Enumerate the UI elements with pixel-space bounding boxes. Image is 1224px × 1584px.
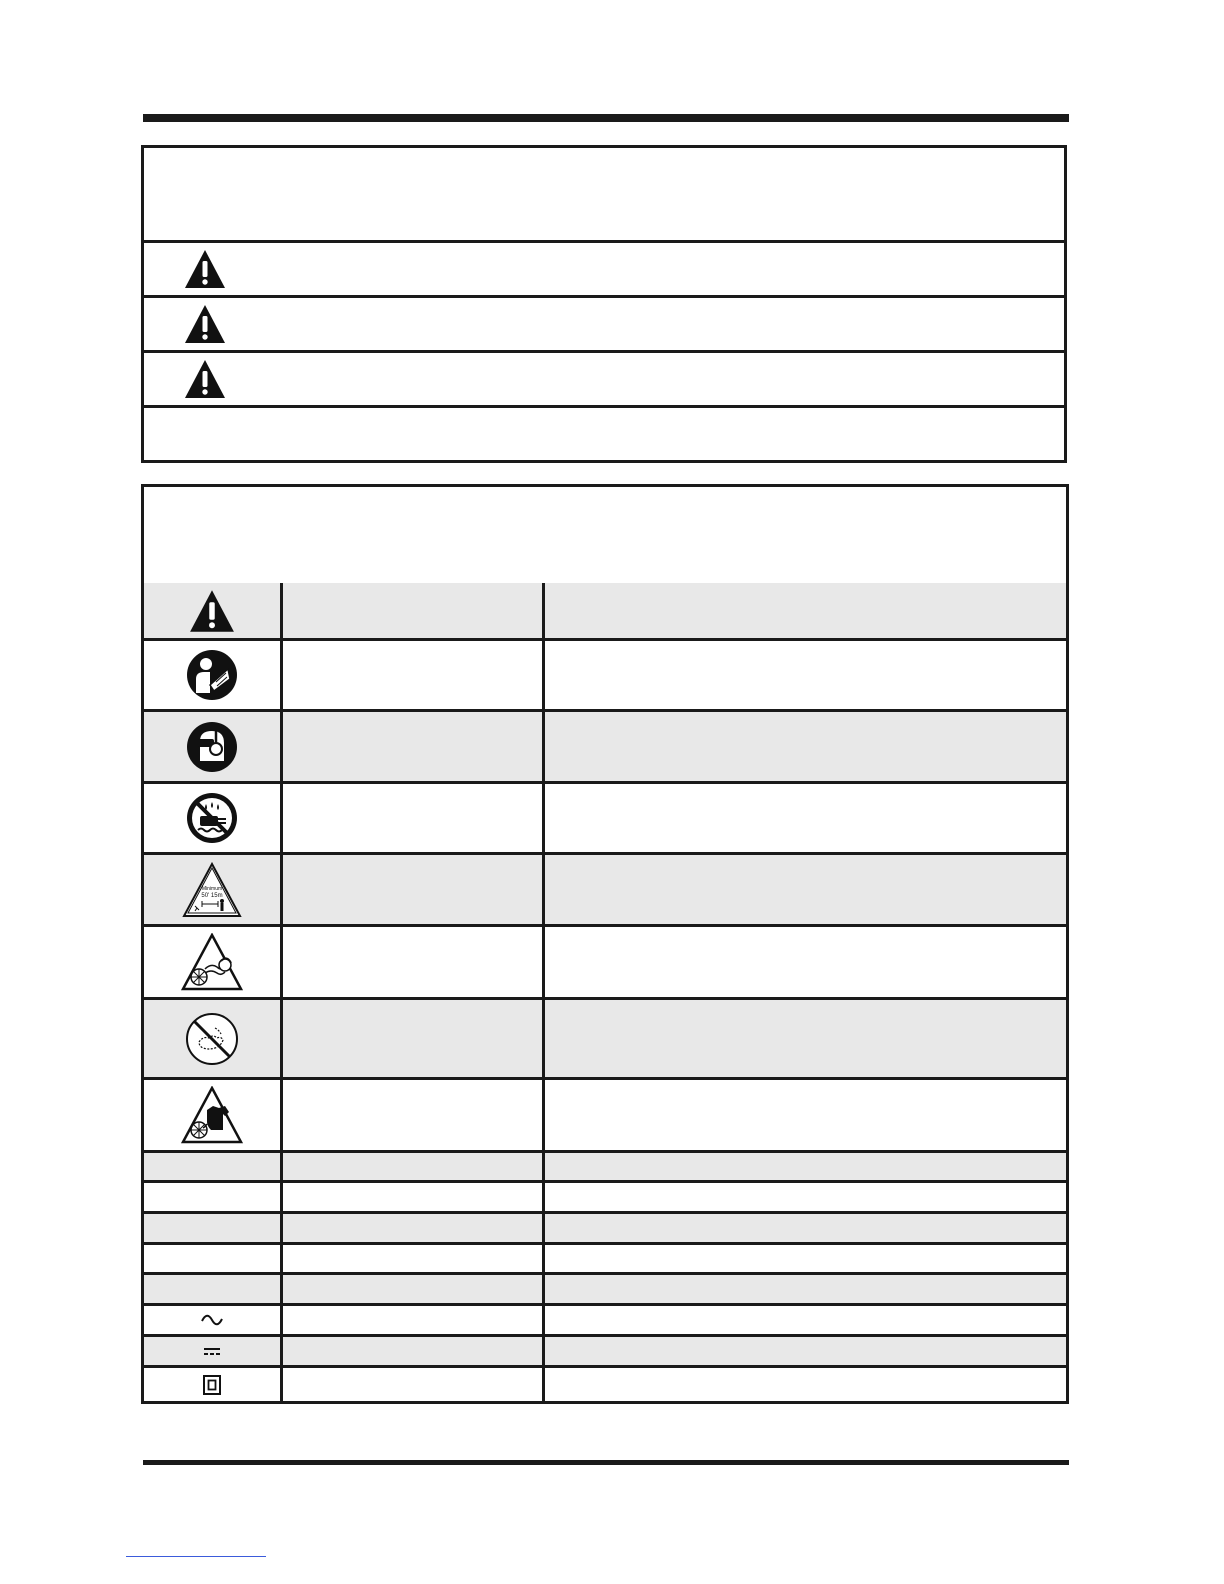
distance-value: 50' 15m: [201, 892, 223, 899]
signal-row-1: [144, 243, 1064, 298]
symbols-table-intro: [144, 487, 1066, 586]
signal-row-2: [144, 298, 1064, 353]
footer-link-underline[interactable]: [126, 1556, 266, 1557]
bottom-rule: [143, 1460, 1069, 1465]
table-row: [144, 1245, 1066, 1275]
symbols-table: [141, 484, 1069, 1404]
class-ii-construction-icon: [203, 1375, 221, 1395]
table-row: [144, 1214, 1066, 1245]
table-row: [144, 641, 1066, 712]
keep-bystanders-away-icon: [182, 862, 242, 918]
warning-triangle-icon: [184, 304, 226, 344]
signal-words-intro: [144, 148, 1064, 243]
table-row: [144, 1183, 1066, 1214]
top-rule: [143, 114, 1069, 122]
table-row: [144, 1306, 1066, 1337]
distance-label: Minimum: [201, 885, 223, 892]
no-hands-icon: [185, 1012, 239, 1066]
table-row: [144, 1153, 1066, 1183]
clothing-entanglement-icon: [181, 1086, 243, 1144]
signal-words-footer: [144, 402, 1064, 460]
warning-triangle-icon: [184, 249, 226, 289]
table-row: [144, 1000, 1066, 1080]
eye-ear-protection-icon: [186, 721, 238, 773]
table-row: [144, 927, 1066, 1000]
hair-entanglement-icon: [181, 933, 243, 991]
alternating-current-icon: [200, 1313, 224, 1327]
table-row: [144, 1368, 1066, 1401]
table-row: [144, 712, 1066, 784]
table-row: [144, 784, 1066, 855]
no-rain-wet-icon: [186, 792, 238, 844]
read-manual-icon: [186, 649, 238, 701]
table-row: [144, 855, 1066, 927]
signal-row-3: [144, 353, 1064, 408]
table-row: [144, 1080, 1066, 1153]
table-row: [144, 583, 1066, 641]
warning-triangle-icon: [189, 589, 235, 633]
signal-words-box: [141, 145, 1067, 463]
warning-triangle-icon: [184, 359, 226, 399]
table-row: [144, 1337, 1066, 1368]
table-row: [144, 1275, 1066, 1306]
direct-current-icon: [203, 1346, 221, 1356]
